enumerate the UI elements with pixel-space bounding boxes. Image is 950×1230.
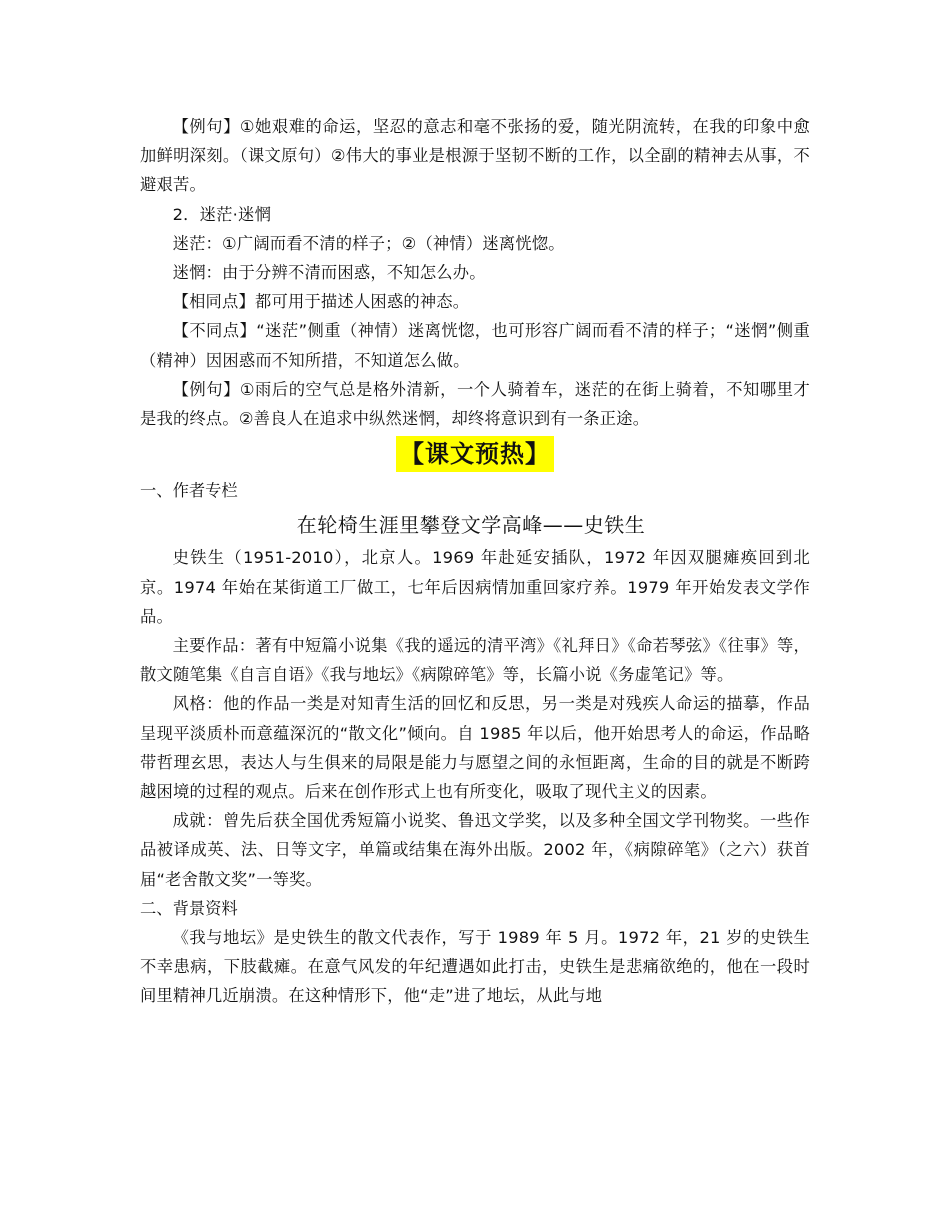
- background-section-heading: 二、背景资料: [140, 898, 238, 918]
- background-text: 《我与地坛》是史铁生的散文代表作，写于 1989 年 5 月。1972 年，21 岁的史铁生不幸患病，下肢截瘫。在意气风发的年纪遭遇如此打击，史铁生是悲痛欲绝的，他在一段时间里精神几近崩溃。在这种情形下，他“走”进了地坛，从此与地: [140, 928, 810, 1006]
- author-achievement: 成就：曾先后获全国优秀短篇小说奖、鲁迅文学奖，以及多种全国文学刊物奖。一些作品被译成英、法、日等文字，单篇或结集在海外出版。2002 年，《病隙碎笔》（之六）获首届“老舍散文奖”一等奖。: [140, 811, 810, 889]
- document-page: [140, 112, 810, 1011]
- example-sentence-2: 【例句】①雨后的空气总是格外清新，一个人骑着车，迷茫的在街上骑着，不知哪里才是我的终点。②善良人在追求中纵然迷惘，却终将意识到有一条正途。: [140, 379, 810, 429]
- item-2-title: 2．迷茫·迷惘: [172, 204, 271, 224]
- author-article-title: 在轮椅生涯里攀登文学高峰——史铁生: [296, 513, 646, 538]
- author-section-heading: 一、作者专栏: [140, 481, 238, 501]
- definition-miwang: 迷惘：由于分辨不清而困惑，不知怎么办。: [172, 263, 486, 283]
- similarity-note: 【相同点】都可用于描述人困惑的神态。: [172, 292, 470, 312]
- section-banner: 【课文预热】: [396, 436, 554, 472]
- definition-mimang: 迷茫：①广阔而看不清的样子；②（神情）迷离恍惚。: [172, 233, 565, 253]
- author-works: 主要作品：著有中短篇小说集《我的遥远的清平湾》《礼拜日》《命若琴弦》《往事》等，散文随笔集《自言自语》《我与地坛》《病隙碎笔》等，长篇小说《务虚笔记》等。: [140, 636, 810, 685]
- difference-note: 【不同点】“迷茫”侧重（神情）迷离恍惚，也可形容广阔而看不清的样子；“迷惘”侧重（精神）因困惑而不知所措，不知道怎么做。: [140, 321, 810, 370]
- example-sentence-1: 【例句】①她艰难的命运，坚忍的意志和毫不张扬的爱，随光阴流转，在我的印象中愈加鲜明深刻。（课文原句）②伟大的事业是根源于坚韧不断的工作，以全副的精神去从事，不避艰苦。: [140, 117, 810, 195]
- author-bio: 史铁生（1951-2010），北京人。1969 年赴延安插队，1972 年因双腿瘫痪回到北京。1974 年始在某街道工厂做工，七年后因病情加重回家疗养。1979 年开始发表文学作品。: [140, 548, 810, 626]
- section-banner-row: [140, 436, 810, 474]
- author-style: 风格：他的作品一类是对知青生活的回忆和反思，另一类是对残疾人命运的描摹，作品呈现平淡质朴而意蕴深沉的“散文化”倾向。自 1985 年以后，他开始思考人的命运，作品略带哲理玄思，表达人与生俱来的局限是能力与愿望之间的永恒距离，生命的目的就是不断跨越困境的过程的观点。后来在创作形式上也有所变化，吸取了现代主义的因素。: [140, 694, 810, 802]
